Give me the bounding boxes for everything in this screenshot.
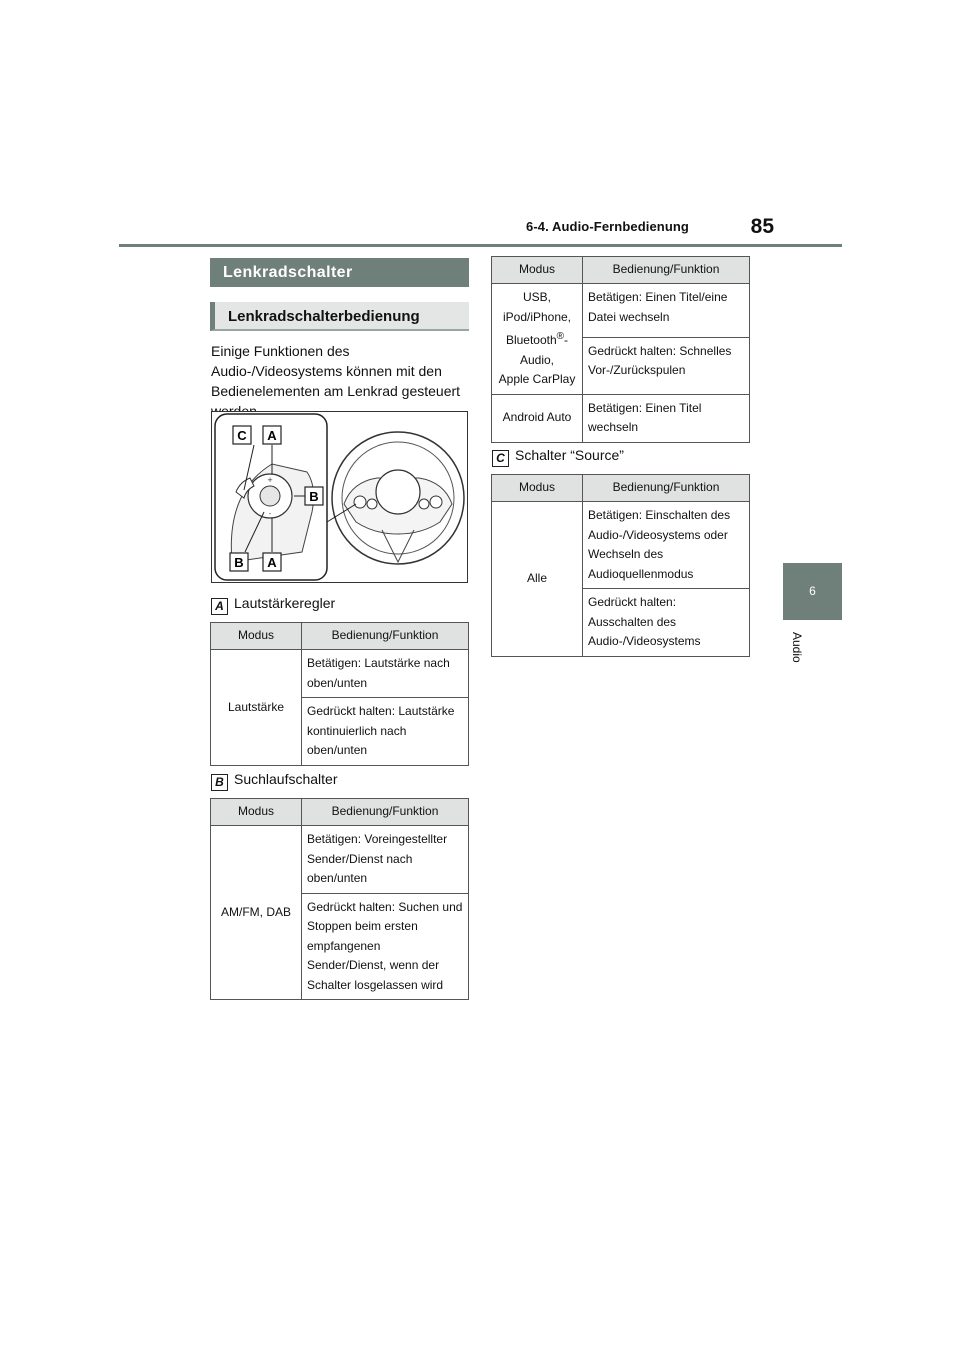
table-row xyxy=(492,394,750,442)
label-c xyxy=(492,446,624,467)
function-cell: Betätigen: Voreingestellter Sender/Dienst nach oben/unten xyxy=(302,826,469,894)
col-function: Bedienung/Funktion xyxy=(583,475,750,502)
mode-bluetooth: Bluetooth xyxy=(505,333,557,347)
svg-text:+: + xyxy=(267,476,273,484)
mode-cell: Android Auto xyxy=(492,394,583,442)
table-row xyxy=(211,650,469,698)
col-mode: Modus xyxy=(492,257,583,284)
function-cell: Gedrückt halten: Lautstärke kontinuierlich nach oben/unten xyxy=(302,698,469,766)
callout-a-bottom: A xyxy=(267,555,277,570)
intro-paragraph: Einige Funktionen des Audio-/Videosystems können mit den Bedienelementen am Lenkrad gesteuert xyxy=(211,343,461,399)
mode-line xyxy=(497,327,577,370)
header-rule xyxy=(119,244,842,247)
steering-wheel-icon xyxy=(212,412,467,582)
table-volume xyxy=(210,622,469,766)
registered-mark: ® xyxy=(556,331,565,342)
table-seek-am-fm xyxy=(210,798,469,1000)
callout-c: C xyxy=(237,428,247,443)
label-b xyxy=(211,770,338,791)
chapter-label: Audio xyxy=(790,632,804,663)
table-row xyxy=(492,284,750,338)
chapter-number: 6 xyxy=(809,584,816,598)
mode-cell xyxy=(492,284,583,395)
label-c-text: Schalter “Source” xyxy=(515,447,624,463)
function-cell: Betätigen: Lautstärke nach oben/unten xyxy=(302,650,469,698)
sub-heading: Lenkradschalterbedienung xyxy=(210,302,469,331)
mode-bluetooth-suffix: -Audio, xyxy=(519,333,569,367)
table-row xyxy=(492,502,750,589)
function-cell: Gedrückt halten: Suchen und Stoppen beim ersten empfangenen Sender/Dienst, wenn der Schalter losgelassen wird xyxy=(302,893,469,1000)
marker-c: C xyxy=(492,450,509,467)
mode-line: Apple CarPlay xyxy=(498,372,576,386)
label-a xyxy=(211,594,335,615)
label-a-text: Lautstärkeregler xyxy=(234,595,336,611)
table-source xyxy=(491,474,750,657)
function-cell: Betätigen: Einen Titel/eine Datei wechseln xyxy=(583,284,750,338)
col-mode: Modus xyxy=(211,799,302,826)
label-b-text: Suchlaufschalter xyxy=(234,771,338,787)
table-row xyxy=(211,826,469,894)
col-function: Bedienung/Funktion xyxy=(302,799,469,826)
svg-text:-: - xyxy=(268,510,272,518)
mode-line: iPod/iPhone, xyxy=(502,309,572,324)
marker-b: B xyxy=(211,774,228,791)
callout-a-top: A xyxy=(267,428,277,443)
marker-a: A xyxy=(211,598,228,615)
mode-cell: Lautstärke xyxy=(211,650,302,766)
mode-cell: AM/FM, DAB xyxy=(211,826,302,1000)
chapter-tab[interactable] xyxy=(783,563,842,620)
col-function: Bedienung/Funktion xyxy=(302,623,469,650)
function-cell: Gedrückt halten: Schnelles Vor-/Zurückspulen xyxy=(583,337,750,394)
main-heading: Lenkradschalter xyxy=(210,258,469,287)
steering-wheel-illustration xyxy=(211,411,468,583)
callout-b-right: B xyxy=(309,489,319,504)
col-mode: Modus xyxy=(211,623,302,650)
callout-b-bottom: B xyxy=(234,555,244,570)
col-mode: Modus xyxy=(492,475,583,502)
function-cell: Gedrückt halten: Ausschalten des Audio-/Videosystems xyxy=(583,589,750,657)
function-cell: Betätigen: Einen Titel wechseln xyxy=(583,394,750,442)
col-function: Bedienung/Funktion xyxy=(583,257,750,284)
mode-cell: Alle xyxy=(492,502,583,657)
page-number: 85 xyxy=(750,215,774,238)
mode-line: USB, xyxy=(522,290,551,304)
function-cell: Betätigen: Einschalten des Audio-/Videosystems oder Wechseln des Audioquellenmodus xyxy=(583,502,750,589)
table-seek-media xyxy=(491,256,750,443)
section-title: 6-4. Audio-Fernbedienung xyxy=(526,219,689,234)
